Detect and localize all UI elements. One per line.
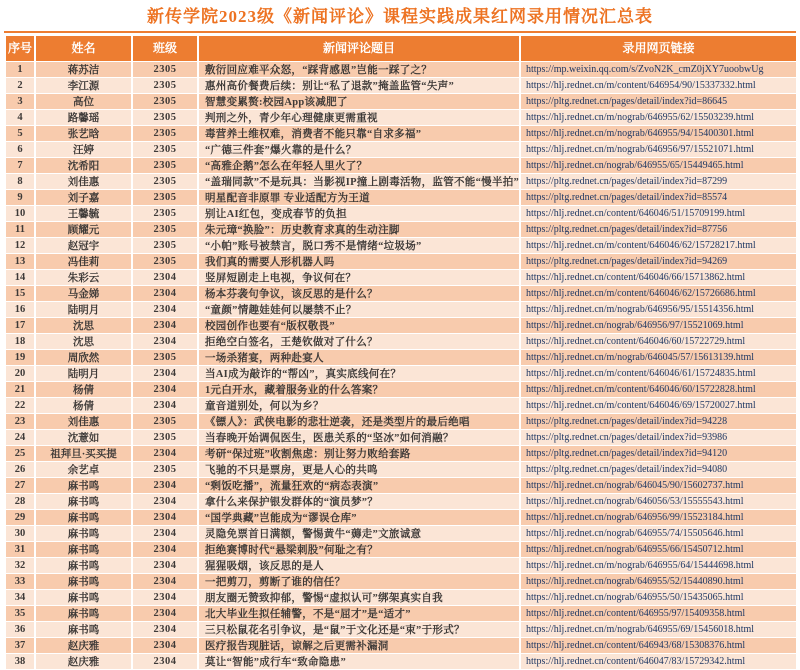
cell-title: “小帕”账号被禁言，脱口秀不是情绪“垃圾场” <box>198 238 520 254</box>
cell-no: 32 <box>5 558 35 574</box>
cell-name: 周欣然 <box>35 350 132 366</box>
cell-title: 《镖人》：武侠电影的悲壮逆袭，还是类型片的最后绝唱 <box>198 414 520 430</box>
cell-class: 2305 <box>132 462 198 478</box>
title-divider <box>4 31 796 33</box>
cell-no: 10 <box>5 206 35 222</box>
cell-link[interactable]: https://mp.weixin.qq.com/s/ZvoN2K_cmZ0jXY7uoobwUg <box>520 62 797 78</box>
cell-class: 2305 <box>132 222 198 238</box>
cell-class: 2305 <box>132 158 198 174</box>
cell-class: 2304 <box>132 478 198 494</box>
cell-no: 27 <box>5 478 35 494</box>
cell-no: 5 <box>5 126 35 142</box>
cell-class: 2304 <box>132 590 198 606</box>
cell-title: 别让AI红包，变成春节的负担 <box>198 206 520 222</box>
cell-name: 麻书鸣 <box>35 510 132 526</box>
cell-link[interactable]: https://hlj.rednet.cn/nograb/646956/99/15523184.html <box>520 510 797 526</box>
table-row <box>5 110 797 126</box>
table-row <box>5 286 797 302</box>
cell-name: 麻书鸣 <box>35 558 132 574</box>
table-row <box>5 638 797 654</box>
col-header-link: 录用网页链接 <box>520 36 797 62</box>
cell-class: 2304 <box>132 526 198 542</box>
cell-link[interactable]: https://pltg.rednet.cn/pages/detail/index?id=85574 <box>520 190 797 206</box>
cell-link[interactable]: https://hlj.rednet.cn/m/nograb/646045/57/15613139.html <box>520 350 797 366</box>
cell-link[interactable]: https://hlj.rednet.cn/m/content/646046/62/15726686.html <box>520 286 797 302</box>
cell-name: 麻书鸣 <box>35 590 132 606</box>
cell-title: 莫让“智能”成行车“致命隐患” <box>198 654 520 670</box>
cell-title: 北大毕业生拟任辅警，不是“屈才”是“适才” <box>198 606 520 622</box>
cell-link[interactable]: https://hlj.rednet.cn/nograb/646955/74/15505646.html <box>520 526 797 542</box>
cell-no: 21 <box>5 382 35 398</box>
cell-no: 30 <box>5 526 35 542</box>
cell-link[interactable]: https://pltg.rednet.cn/pages/detail/index?id=93986 <box>520 430 797 446</box>
cell-link[interactable]: https://pltg.rednet.cn/pages/detail/index?id=94120 <box>520 446 797 462</box>
cell-no: 24 <box>5 430 35 446</box>
cell-link[interactable]: https://hlj.rednet.cn/nograb/646056/53/15555543.html <box>520 494 797 510</box>
cell-title: 朱元璋“换脸”：历史教育求真的生动注脚 <box>198 222 520 238</box>
cell-name: 陆明月 <box>35 366 132 382</box>
cell-link[interactable]: https://hlj.rednet.cn/m/content/646046/60/15722828.html <box>520 382 797 398</box>
header-row <box>5 36 797 62</box>
cell-name: 马金娣 <box>35 286 132 302</box>
cell-title: “国学典藏”岂能成为“谬误仓库” <box>198 510 520 526</box>
cell-class: 2304 <box>132 654 198 670</box>
cell-name: 麻书鸣 <box>35 606 132 622</box>
cell-name: 刘子嘉 <box>35 190 132 206</box>
cell-name: 路馨瑶 <box>35 110 132 126</box>
cell-no: 35 <box>5 606 35 622</box>
cell-link[interactable]: https://hlj.rednet.cn/m/content/646954/90/15337332.html <box>520 78 797 94</box>
cell-link[interactable]: https://hlj.rednet.cn/content/646046/51/15709199.html <box>520 206 797 222</box>
cell-class: 2304 <box>132 366 198 382</box>
table-row <box>5 334 797 350</box>
cell-name: 顾耀元 <box>35 222 132 238</box>
cell-no: 2 <box>5 78 35 94</box>
cell-link[interactable]: https://hlj.rednet.cn/m/nograb/646956/95/15514356.html <box>520 302 797 318</box>
cell-no: 12 <box>5 238 35 254</box>
cell-class: 2304 <box>132 574 198 590</box>
table-row <box>5 366 797 382</box>
table-row <box>5 270 797 286</box>
cell-no: 29 <box>5 510 35 526</box>
cell-title: 拿什么来保护银发群体的“演员梦”？ <box>198 494 520 510</box>
table-row <box>5 222 797 238</box>
cell-title: 飞驰的不只是票房，更是人心的共鸣 <box>198 462 520 478</box>
cell-no: 7 <box>5 158 35 174</box>
table-row <box>5 494 797 510</box>
cell-name: 沈薏如 <box>35 430 132 446</box>
cell-no: 8 <box>5 174 35 190</box>
table-row <box>5 238 797 254</box>
cell-link[interactable]: https://hlj.rednet.cn/m/nograb/646955/94/15400301.html <box>520 126 797 142</box>
cell-title: 1元白开水，藏着服务业的什么答案？ <box>198 382 520 398</box>
page-title: 新传学院2023级《新闻评论》课程实践成果红网录用情况汇总表 <box>147 7 653 26</box>
cell-link[interactable]: https://hlj.rednet.cn/m/content/646046/62/15728217.html <box>520 238 797 254</box>
cell-link[interactable]: https://hlj.rednet.cn/m/nograb/646955/64/15444698.html <box>520 558 797 574</box>
cell-link[interactable]: https://pltg.rednet.cn/pages/detail/index?id=94080 <box>520 462 797 478</box>
cell-name: 麻书鸣 <box>35 478 132 494</box>
cell-no: 26 <box>5 462 35 478</box>
cell-no: 6 <box>5 142 35 158</box>
cell-name: 陆明月 <box>35 302 132 318</box>
cell-class: 2304 <box>132 510 198 526</box>
table-row <box>5 350 797 366</box>
table-row <box>5 126 797 142</box>
cell-no: 1 <box>5 62 35 78</box>
cell-class: 2305 <box>132 174 198 190</box>
col-header-title: 新闻评论题目 <box>198 36 520 62</box>
cell-name: 赵冠宇 <box>35 238 132 254</box>
cell-no: 11 <box>5 222 35 238</box>
cell-title: “高雅企鹅”怎么在年轻人里火了？ <box>198 158 520 174</box>
cell-name: 刘佳惠 <box>35 174 132 190</box>
cell-name: 高位 <box>35 94 132 110</box>
cell-no: 22 <box>5 398 35 414</box>
cell-no: 20 <box>5 366 35 382</box>
cell-class: 2305 <box>132 126 198 142</box>
cell-class: 2305 <box>132 110 198 126</box>
cell-link[interactable]: https://hlj.rednet.cn/nograb/646956/97/15521069.html <box>520 318 797 334</box>
cell-link[interactable]: https://hlj.rednet.cn/nograb/646955/65/15449465.html <box>520 158 797 174</box>
cell-title: 我们真的需要人形机器人吗 <box>198 254 520 270</box>
cell-title: 杨本芬袭句争议，该反思的是什么？ <box>198 286 520 302</box>
cell-name: 祖拜旦·买买提 <box>35 446 132 462</box>
cell-link[interactable]: https://hlj.rednet.cn/nograb/646045/90/15602737.html <box>520 478 797 494</box>
cell-class: 2304 <box>132 286 198 302</box>
cell-title: 医疗报告现脏话，谅解之后更需补漏洞 <box>198 638 520 654</box>
cell-class: 2304 <box>132 638 198 654</box>
cell-title: 猩猩吸烟，该反思的是人 <box>198 558 520 574</box>
cell-class: 2305 <box>132 430 198 446</box>
table-row <box>5 622 797 638</box>
table-row <box>5 190 797 206</box>
table-row <box>5 142 797 158</box>
table-row <box>5 510 797 526</box>
cell-class: 2304 <box>132 398 198 414</box>
cell-no: 3 <box>5 94 35 110</box>
cell-no: 36 <box>5 622 35 638</box>
cell-no: 33 <box>5 574 35 590</box>
cell-name: 赵庆雅 <box>35 638 132 654</box>
cell-title: 一把剪刀，剪断了谁的信任？ <box>198 574 520 590</box>
cell-title: “盖瑞同款”不是玩具：当影视IP撞上剧毒活物，监管不能“慢半拍” <box>198 174 520 190</box>
table-row <box>5 78 797 94</box>
table-row <box>5 606 797 622</box>
cell-class: 2305 <box>132 78 198 94</box>
cell-title: 拒绝空白签名，王楚钦做对了什么？ <box>198 334 520 350</box>
cell-title: 三只松鼠花名引争议，是“鼠”于文化还是“束”于形式？ <box>198 622 520 638</box>
cell-title: 一场杀猪宴，两种赴宴人 <box>198 350 520 366</box>
cell-no: 17 <box>5 318 35 334</box>
cell-name: 蒋苏洁 <box>35 62 132 78</box>
cell-class: 2304 <box>132 318 198 334</box>
cell-no: 31 <box>5 542 35 558</box>
cell-class: 2305 <box>132 94 198 110</box>
cell-title: 朋友圈无赞致抑郁，警惕“虚拟认可”绑架真实自我 <box>198 590 520 606</box>
cell-no: 37 <box>5 638 35 654</box>
table-row <box>5 430 797 446</box>
cell-link[interactable]: https://hlj.rednet.cn/content/646943/68/15308376.html <box>520 638 797 654</box>
table-row <box>5 94 797 110</box>
cell-class: 2304 <box>132 334 198 350</box>
table-row <box>5 302 797 318</box>
cell-class: 2305 <box>132 350 198 366</box>
cell-link[interactable]: https://hlj.rednet.cn/m/nograb/646956/97/15521071.html <box>520 142 797 158</box>
cell-title: “广德三件套”爆火靠的是什么？ <box>198 142 520 158</box>
table-row <box>5 542 797 558</box>
cell-class: 2305 <box>132 254 198 270</box>
cell-title: 惠州高价餐费后续：别让“私了退款”掩盖监管“失声” <box>198 78 520 94</box>
cell-title: 当AI成为敲诈的“帮凶”，真实底线何在？ <box>198 366 520 382</box>
table-row <box>5 174 797 190</box>
cell-link[interactable]: https://hlj.rednet.cn/content/646955/97/15409358.html <box>520 606 797 622</box>
cell-link[interactable]: https://pltg.rednet.cn/pages/detail/index?id=87756 <box>520 222 797 238</box>
table-row <box>5 318 797 334</box>
cell-link[interactable]: https://hlj.rednet.cn/m/nograb/646955/69/15456018.html <box>520 622 797 638</box>
cell-name: 沈思 <box>35 334 132 350</box>
cell-class: 2305 <box>132 238 198 254</box>
cell-no: 9 <box>5 190 35 206</box>
cell-name: 麻书鸣 <box>35 494 132 510</box>
cell-name: 赵庆雅 <box>35 654 132 670</box>
cell-title: “童颜”情趣娃娃何以屡禁不止？ <box>198 302 520 318</box>
table-row <box>5 206 797 222</box>
cell-class: 2304 <box>132 542 198 558</box>
results-table <box>4 35 798 670</box>
cell-name: 刘佳惠 <box>35 414 132 430</box>
cell-title: 判刑之外，青少年心理健康更需重视 <box>198 110 520 126</box>
cell-name: 王馨毓 <box>35 206 132 222</box>
table-row <box>5 398 797 414</box>
table-row <box>5 62 797 78</box>
col-header-name: 姓名 <box>35 36 132 62</box>
cell-name: 麻书鸣 <box>35 622 132 638</box>
cell-name: 余艺卓 <box>35 462 132 478</box>
cell-class: 2305 <box>132 142 198 158</box>
cell-no: 13 <box>5 254 35 270</box>
cell-no: 14 <box>5 270 35 286</box>
table-row <box>5 574 797 590</box>
cell-no: 16 <box>5 302 35 318</box>
cell-name: 杨倩 <box>35 398 132 414</box>
table-row <box>5 590 797 606</box>
table-row <box>5 446 797 462</box>
cell-link[interactable]: https://hlj.rednet.cn/m/nograb/646955/62/15503239.html <box>520 110 797 126</box>
cell-name: 麻书鸣 <box>35 526 132 542</box>
cell-title: 毒营养土维权难，消费者不能只靠“自求多福” <box>198 126 520 142</box>
cell-link[interactable]: https://hlj.rednet.cn/m/content/646046/69/15720027.html <box>520 398 797 414</box>
cell-title: 当春晚开始调侃医生，医患关系的“坚冰”如何消融？ <box>198 430 520 446</box>
cell-link[interactable]: https://hlj.rednet.cn/content/646046/66/15713862.html <box>520 270 797 286</box>
cell-title: 灵隐免票首日满额，警惕黄牛“薅走”文旅诚意 <box>198 526 520 542</box>
cell-link[interactable]: https://pltg.rednet.cn/pages/detail/index?id=86645 <box>520 94 797 110</box>
cell-link[interactable]: https://hlj.rednet.cn/content/646046/60/15722729.html <box>520 334 797 350</box>
cell-no: 15 <box>5 286 35 302</box>
cell-class: 2304 <box>132 558 198 574</box>
cell-name: 张艺晗 <box>35 126 132 142</box>
table-row <box>5 382 797 398</box>
cell-no: 25 <box>5 446 35 462</box>
cell-title: 拒绝赛博时代“悬梁刺股”何耻之有？ <box>198 542 520 558</box>
cell-title: 校园创作也要有“版权敬畏” <box>198 318 520 334</box>
cell-class: 2304 <box>132 382 198 398</box>
cell-link[interactable]: https://hlj.rednet.cn/nograb/646955/52/15440890.html <box>520 574 797 590</box>
cell-name: 沈思 <box>35 318 132 334</box>
cell-no: 38 <box>5 654 35 670</box>
cell-title: 童音道别处，何以为乡？ <box>198 398 520 414</box>
table-row <box>5 414 797 430</box>
table-row <box>5 558 797 574</box>
col-header-class: 班级 <box>132 36 198 62</box>
table-row <box>5 462 797 478</box>
cell-name: 朱彩云 <box>35 270 132 286</box>
cell-name: 沈希阳 <box>35 158 132 174</box>
cell-title: 竖屏短剧走上电视，争议何在？ <box>198 270 520 286</box>
cell-name: 汪婷 <box>35 142 132 158</box>
cell-title: 智慧变累赘:校园App该减肥了 <box>198 94 520 110</box>
cell-class: 2304 <box>132 270 198 286</box>
cell-link[interactable]: https://hlj.rednet.cn/m/content/646046/61/15724835.html <box>520 366 797 382</box>
cell-class: 2305 <box>132 206 198 222</box>
cell-class: 2304 <box>132 606 198 622</box>
cell-link[interactable]: https://hlj.rednet.cn/nograb/646955/66/15450712.html <box>520 542 797 558</box>
cell-no: 18 <box>5 334 35 350</box>
cell-no: 23 <box>5 414 35 430</box>
cell-title: “剩饭吃播”，流量狂欢的“病态表演” <box>198 478 520 494</box>
table-row <box>5 526 797 542</box>
cell-link[interactable]: https://hlj.rednet.cn/nograb/646955/50/15435065.html <box>520 590 797 606</box>
cell-class: 2304 <box>132 622 198 638</box>
cell-name: 麻书鸣 <box>35 574 132 590</box>
col-header-no: 序号 <box>5 36 35 62</box>
cell-class: 2305 <box>132 62 198 78</box>
cell-name: 麻书鸣 <box>35 542 132 558</box>
cell-name: 杨倩 <box>35 382 132 398</box>
cell-title: 敷衍回应难平众怒，“踩背感恩”岂能一踩了之？ <box>198 62 520 78</box>
cell-no: 4 <box>5 110 35 126</box>
table-row <box>5 654 797 670</box>
table-row <box>5 478 797 494</box>
cell-no: 19 <box>5 350 35 366</box>
cell-class: 2304 <box>132 446 198 462</box>
cell-link[interactable]: https://pltg.rednet.cn/pages/detail/index?id=87299 <box>520 174 797 190</box>
cell-no: 28 <box>5 494 35 510</box>
cell-class: 2304 <box>132 494 198 510</box>
cell-link[interactable]: https://hlj.rednet.cn/content/646047/83/15729342.html <box>520 654 797 670</box>
table-header <box>5 36 797 62</box>
cell-title: 考研“保过班”收割焦虑：别让努力败给套路 <box>198 446 520 462</box>
cell-link[interactable]: https://pltg.rednet.cn/pages/detail/index?id=94228 <box>520 414 797 430</box>
table-body <box>5 62 797 670</box>
cell-no: 34 <box>5 590 35 606</box>
table-row <box>5 158 797 174</box>
cell-name: 李江源 <box>35 78 132 94</box>
cell-name: 冯佳莉 <box>35 254 132 270</box>
cell-title: 明星配音非原罪 专业适配方为王道 <box>198 190 520 206</box>
cell-class: 2305 <box>132 190 198 206</box>
cell-class: 2305 <box>132 414 198 430</box>
cell-class: 2304 <box>132 302 198 318</box>
table-row <box>5 254 797 270</box>
cell-link[interactable]: https://pltg.rednet.cn/pages/detail/index?id=94269 <box>520 254 797 270</box>
